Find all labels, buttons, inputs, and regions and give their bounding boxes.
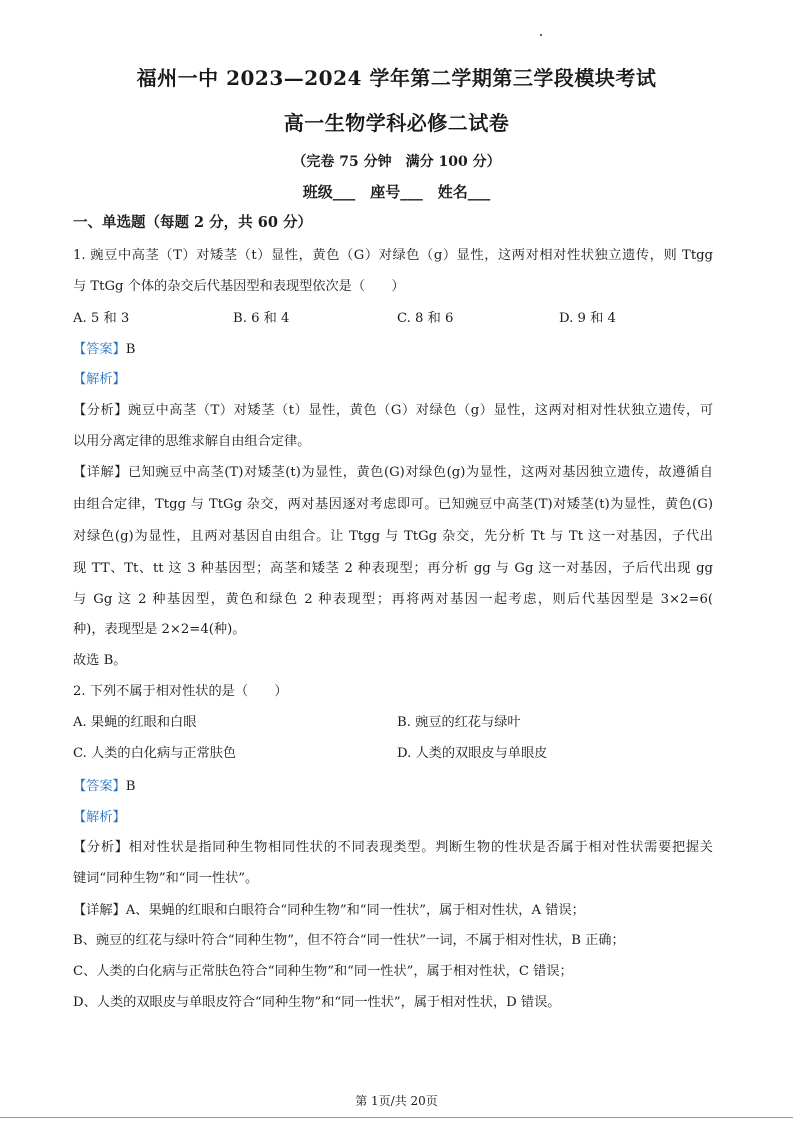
q2-xiangjie-text: A、果蝇的红眼和白眼符合“同种生物”和“同一性状”，属于相对性状，A 错误； xyxy=(125,903,585,918)
q2-answer-value: B xyxy=(125,779,136,794)
q1-xiangjie-line4: 现 TT、Tt、tt 这 3 种基因型；高茎和矮茎 2 种表现型；再分析 gg 与 Gg 这一对基因，子后代出现 gg xyxy=(73,561,713,576)
q1-fenxi-line2: 以用分离定律的思维求解自由组合定律。 xyxy=(73,434,311,449)
q1-option-b: B. 6 和 4 xyxy=(233,311,290,326)
q1-stem-line1: 1. 豌豆中高茎（T）对矮茎（t）显性，黄色（G）对绿色（g）显性，这两对相对性状独立遗传，则 Ttgg xyxy=(73,248,713,263)
corner-dot xyxy=(540,34,542,36)
q1-stem-line2: 与 TtGg 个体的杂交后代基因型和表现型依次是（ ） xyxy=(73,279,405,294)
q2-xiangjie-line-a xyxy=(73,899,585,918)
q2-answer xyxy=(73,775,135,794)
q2-option-c: C. 人类的白化病与正常肤色 xyxy=(73,746,237,761)
q2-xiangjie-line-c: C、人类的白化病与正常肤色符合“同种生物”和“同一性状”，属于相对性状，C 错误； xyxy=(73,964,573,979)
q1-xiangjie-line6: 种)，表现型是 2×2=4(种)。 xyxy=(73,622,246,637)
q2-fenxi-line2: 键词“同种生物”和“同一性状”。 xyxy=(73,871,259,886)
fenxi-tag: 【分析】 xyxy=(73,840,129,855)
q1-xiangjie-text: 已知豌豆中高茎(T)对矮茎(t)为显性，黄色(G)对绿色(g)为显性，这两对基因独立遗传，故遵循自 xyxy=(128,465,713,480)
q1-answer-value: B xyxy=(125,342,136,357)
q1-fenxi-text: 豌豆中高茎（T）对矮茎（t）显性，黄色（G）对绿色（g）显性，这两对相对性状独立遗传，可 xyxy=(128,403,714,418)
section-heading: 一、单选题（每题 2 分，共 60 分） xyxy=(73,214,312,231)
q1-conclusion: 故选 B。 xyxy=(73,653,127,668)
q1-fenxi-line1 xyxy=(73,399,713,418)
q1-xiangjie-line3: 对绿色(g)为显性，且两对基因自由组合。让 Ttgg 与 TtGg 杂交，先分析 Tt 与 Tt 这一对基因，子代出 xyxy=(73,529,713,544)
page-footer: 第 1页/共 20页 xyxy=(355,1094,438,1108)
q2-analysis-tag: 【解析】 xyxy=(73,810,126,825)
q2-fenxi-line1 xyxy=(73,836,713,855)
q2-fenxi-text: 相对性状是指同种生物相同性状的不同表现类型。判断生物的性状是否属于相对性状需要把握关 xyxy=(128,840,713,855)
q1-xiangjie-line5: 与 Gg 这 2 种基因型，黄色和绿色 2 种表现型；再将两对基因一起考虑，则后代基因型是 3×2=6( xyxy=(73,592,713,607)
q1-xiangjie-line2: 由组合定律，Ttgg 与 TtGg 杂交，两对基因逐对考虑即可。已知豌豆中高茎(T)对矮茎(t)为显性，黄色(G) xyxy=(73,497,713,512)
q1-option-c: C. 8 和 6 xyxy=(397,311,454,326)
exam-time-score: （完卷 75 分钟 满分 100 分） xyxy=(292,154,501,170)
xiangjie-tag: 【详解】 xyxy=(73,465,129,480)
exam-title: 福州一中 2023—2024 学年第二学期第三学段模块考试 xyxy=(136,66,657,90)
q2-option-d: D. 人类的双眼皮与单眼皮 xyxy=(397,746,548,761)
q2-xiangjie-line-d: D、人类的双眼皮与单眼皮符合“同种生物”和“同一性状”，属于相对性状，D 错误。 xyxy=(73,995,561,1010)
q2-option-a: A. 果蝇的红眼和白眼 xyxy=(73,715,197,730)
answer-tag: 【答案】 xyxy=(73,342,126,357)
q2-stem: 2. 下列不属于相对性状的是（ ） xyxy=(73,684,288,699)
q1-option-a: A. 5 和 3 xyxy=(73,311,130,326)
fenxi-tag: 【分析】 xyxy=(73,403,129,418)
bottom-rule xyxy=(0,1117,793,1118)
student-info-fields: 班级___ 座号___ 姓名___ xyxy=(302,183,491,201)
q1-xiangjie-line1 xyxy=(73,461,713,480)
q1-analysis-tag: 【解析】 xyxy=(73,372,126,387)
q2-option-b: B. 豌豆的红花与绿叶 xyxy=(397,715,521,730)
exam-subtitle: 高一生物学科必修二试卷 xyxy=(283,111,510,135)
answer-tag: 【答案】 xyxy=(73,779,126,794)
q1-answer xyxy=(73,338,135,357)
xiangjie-tag: 【详解】 xyxy=(73,903,126,918)
q1-option-d: D. 9 和 4 xyxy=(559,311,616,326)
q2-xiangjie-line-b: B、豌豆的红花与绿叶符合“同种生物”，但不符合“同一性状”一词，不属于相对性状，B 正确； xyxy=(73,933,625,948)
